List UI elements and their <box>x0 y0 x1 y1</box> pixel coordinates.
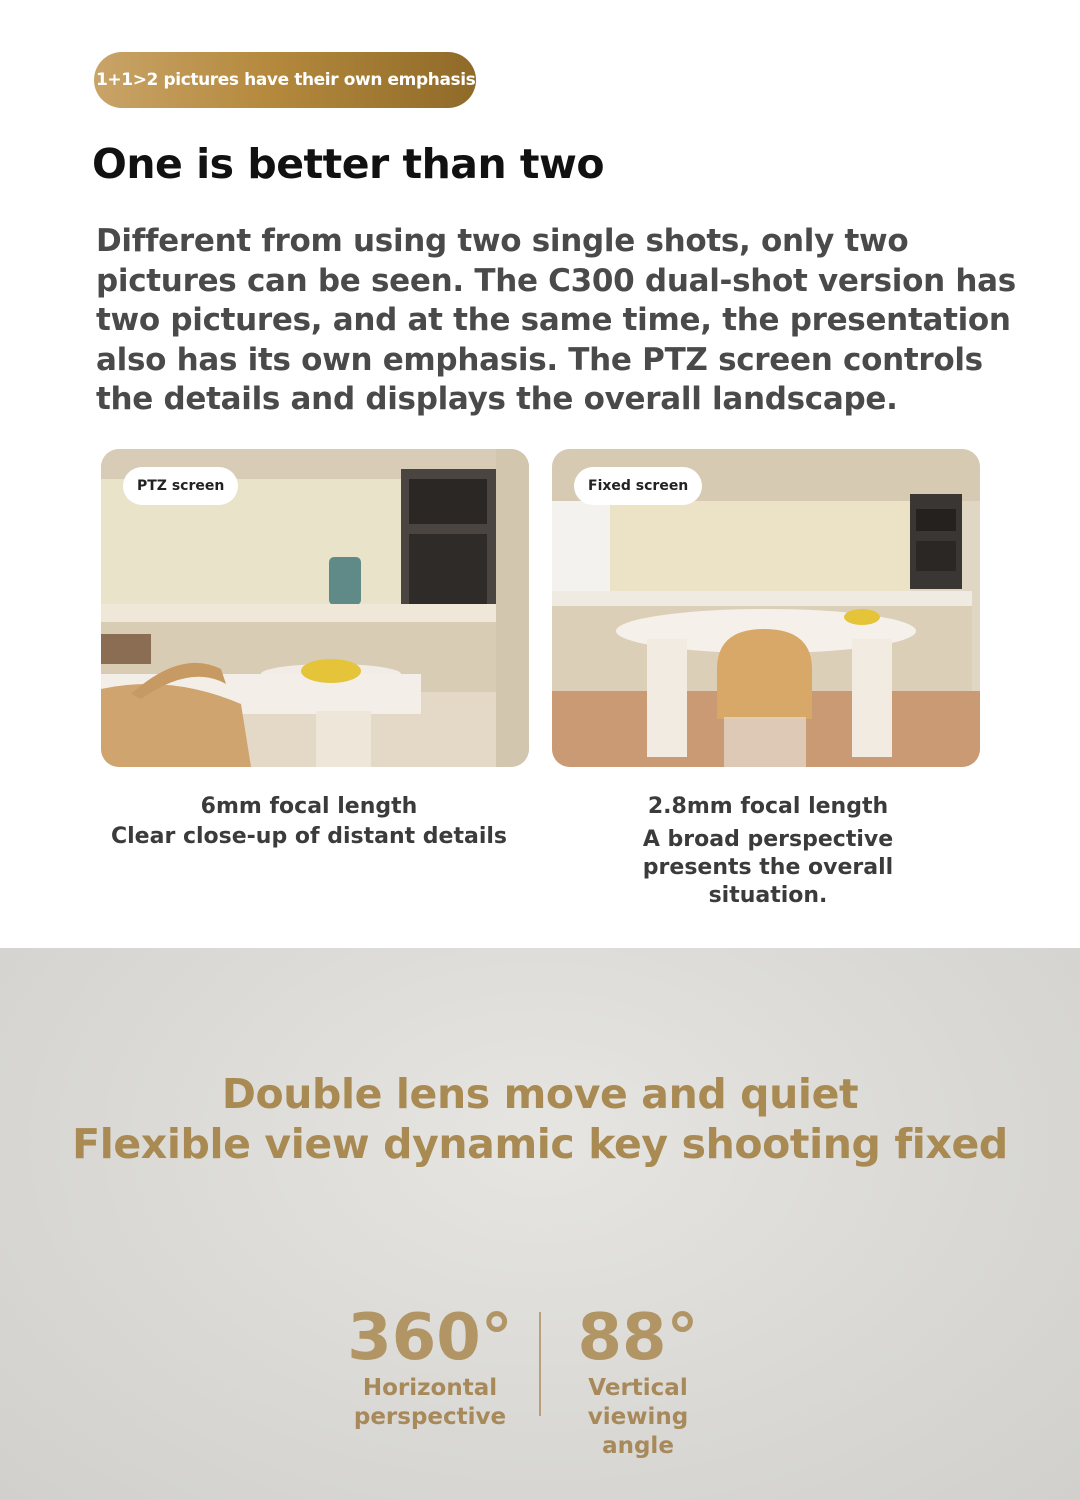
stat-horizontal-value: 360° <box>347 1301 513 1375</box>
stat-vertical-value: 88° <box>577 1301 699 1375</box>
badge-label: 1+1>2 pictures have their own emphasis <box>96 70 476 90</box>
stat-divider <box>539 1312 541 1416</box>
ptz-caption-detail: Clear close-up of distant details <box>110 824 507 849</box>
ptz-screen-photo <box>101 449 529 767</box>
stat-horizontal-label-1: Horizontal <box>362 1375 498 1401</box>
ptz-screen-tag: PTZ screen <box>123 467 238 505</box>
stat-vertical-label-1: Vertical <box>588 1375 688 1401</box>
stat-vertical <box>548 1302 728 1461</box>
stat-horizontal <box>330 1302 530 1432</box>
banner-line-1: Double lens move and quiet <box>221 1070 859 1118</box>
fixed-caption-detail: A broad perspective presents the overall situation. <box>642 827 894 908</box>
fixed-caption <box>588 792 948 910</box>
ptz-caption <box>101 792 517 852</box>
ptz-focal-length: 6mm focal length <box>200 794 418 819</box>
stat-vertical-label-2: viewing angle <box>587 1404 689 1459</box>
fixed-screen-photo <box>552 449 980 767</box>
stat-horizontal-label-2: perspective <box>353 1404 507 1430</box>
description-paragraph: Different from using two single shots, only two pictures can be seen. The C300 dual-shot version has two pictures, and at the same time, the presentation also has its own emphasis. The PTZ screen controls the details and displays the overall landscape. <box>96 223 1016 417</box>
section-heading: One is better than two <box>92 140 605 188</box>
fixed-screen-tag: Fixed screen <box>574 467 702 505</box>
banner-line-2: Flexible view dynamic key shooting fixed <box>72 1120 1008 1168</box>
fixed-focal-length: 2.8mm focal length <box>647 794 889 819</box>
banner-section <box>0 948 1080 1500</box>
emphasis-badge <box>94 52 476 108</box>
